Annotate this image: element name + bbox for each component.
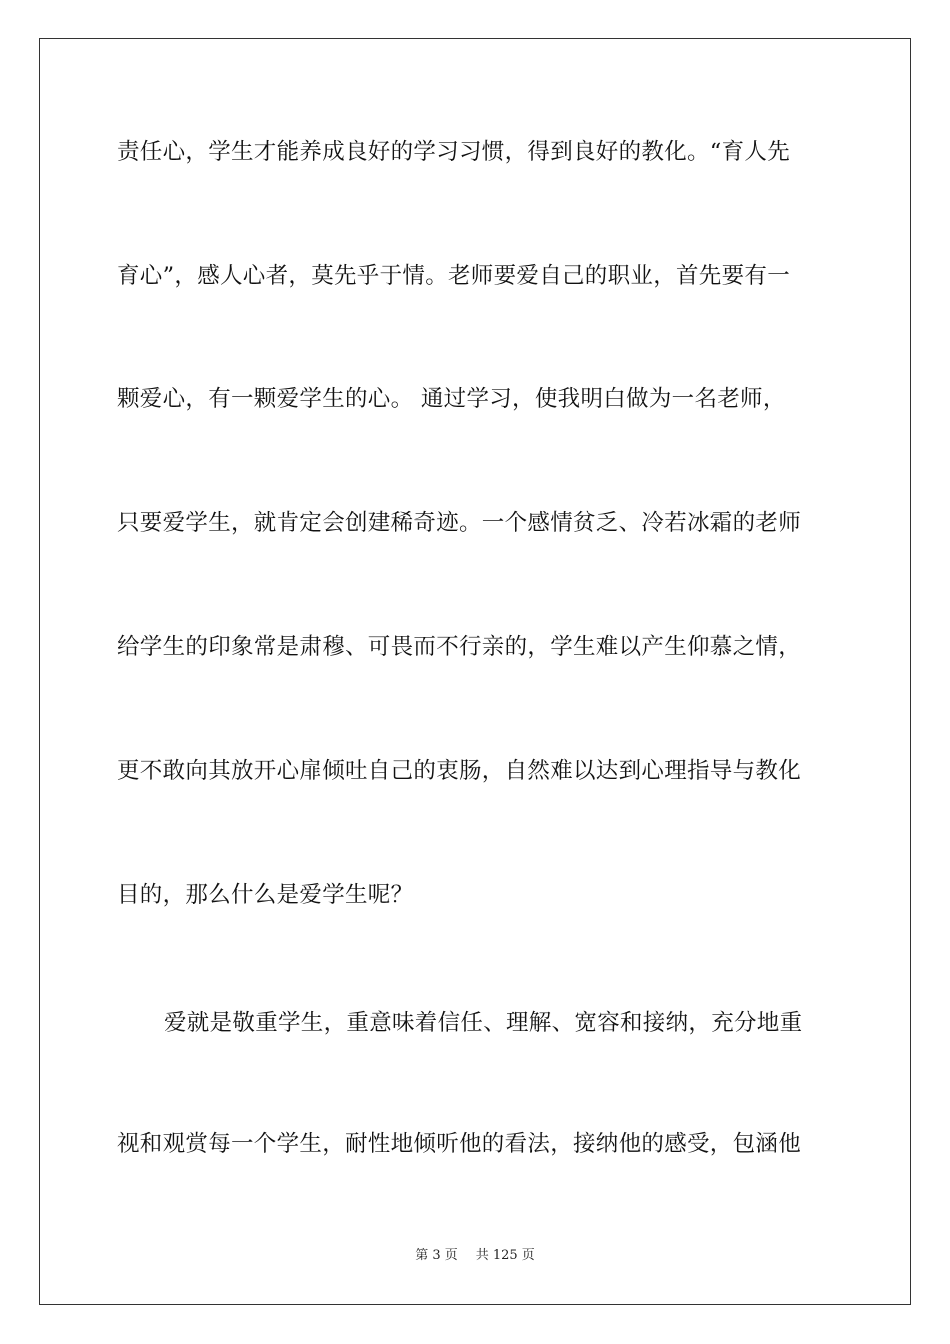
body-text-line-7: 目的，那么什么是爱学生呢？: [117, 882, 414, 908]
body-text-line-3: 颗爱心，有一颗爱学生的心。 通过学习，使我明白做为一名老师，: [117, 386, 786, 412]
page-footer: [0, 1247, 950, 1265]
page-number: 第 3 页: [415, 1248, 458, 1263]
page-total: 共 125 页: [475, 1248, 535, 1263]
body-text-line-2: 育心”，感人心者，莫先乎于情。老师要爱自己的职业，首先要有一: [117, 263, 791, 289]
body-text-line-9: 视和观赏每一个学生，耐性地倾听他的看法，接纳他的感受，包涵他: [117, 1131, 802, 1157]
body-text-line-5: 给学生的印象常是肃穆、可畏而不行亲的，学生难以产生仰慕之情，: [117, 634, 802, 660]
body-text-line-6: 更不敢向其放开心扉倾吐自己的衷肠，自然难以达到心理指导与教化: [117, 758, 802, 784]
body-text-line-8: 爱就是敬重学生，重意味着信任、理解、宽容和接纳，充分地重: [164, 1010, 803, 1036]
body-text-line-4: 只要爱学生，就肯定会创建稀奇迹。一个感情贫乏、冷若冰霜的老师: [117, 510, 802, 536]
body-text-line-1: 责任心，学生才能养成良好的学习习惯，得到良好的教化。“育人先: [117, 139, 791, 165]
page-border: [39, 38, 911, 1305]
